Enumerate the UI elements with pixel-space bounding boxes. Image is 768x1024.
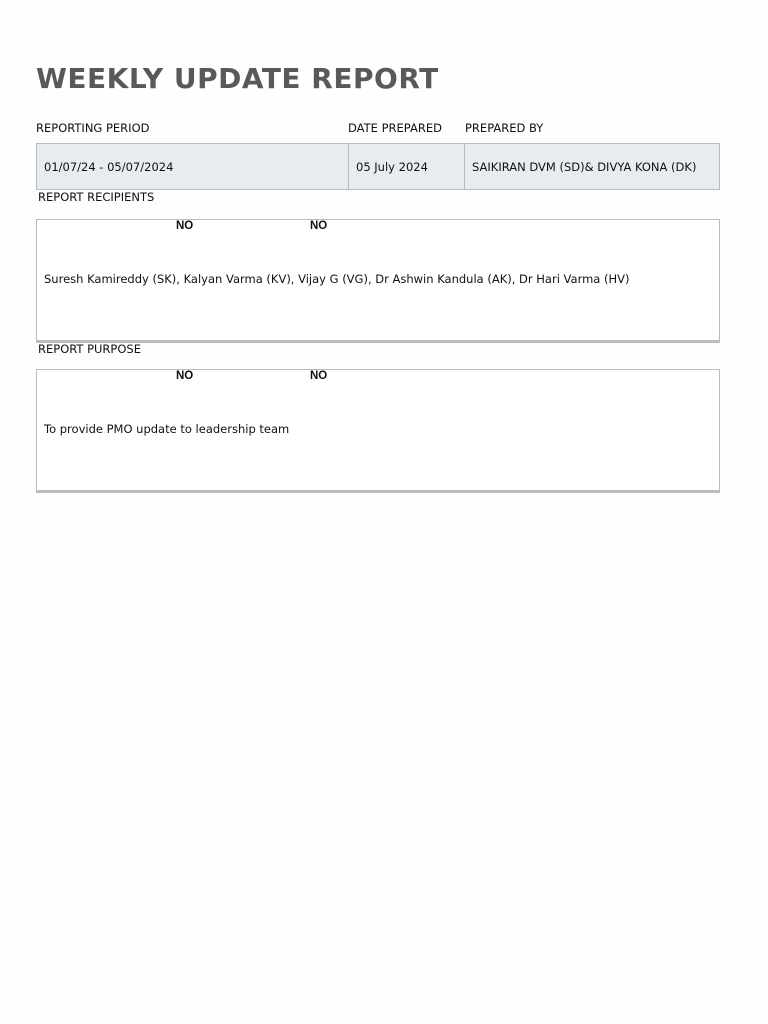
purpose-marker-2: NO	[310, 370, 328, 382]
report-purpose-label: REPORT PURPOSE	[38, 342, 141, 356]
report-title: WEEKLY UPDATE REPORT	[36, 62, 439, 95]
report-recipients-text: Suresh Kamireddy (SK), Kalyan Varma (KV), Vijay G (VG), Dr Ashwin Kandula (AK), Dr Hari Varma (HV)	[44, 272, 630, 286]
prepared-by-label: PREPARED BY	[465, 121, 544, 135]
recipients-marker-1: NO	[176, 220, 194, 232]
report-recipients-box[interactable]	[36, 219, 720, 341]
prepared-by-value[interactable]: SAIKIRAN DVM (SD)& DIVYA KONA (DK)	[464, 144, 719, 189]
reporting-period-label: REPORTING PERIOD	[36, 121, 150, 135]
date-prepared-label: DATE PREPARED	[348, 121, 442, 135]
reporting-period-value[interactable]: 01/07/24 - 05/07/2024	[44, 159, 174, 174]
report-purpose-box[interactable]	[36, 369, 720, 491]
purpose-marker-1: NO	[176, 370, 194, 382]
date-prepared-value[interactable]: 05 July 2024	[348, 144, 464, 189]
report-purpose-text: To provide PMO update to leadership team	[44, 422, 290, 436]
divider	[36, 491, 720, 493]
report-recipients-label: REPORT RECIPIENTS	[38, 190, 155, 204]
recipients-marker-2: NO	[310, 220, 328, 232]
report-header-table	[36, 143, 720, 190]
